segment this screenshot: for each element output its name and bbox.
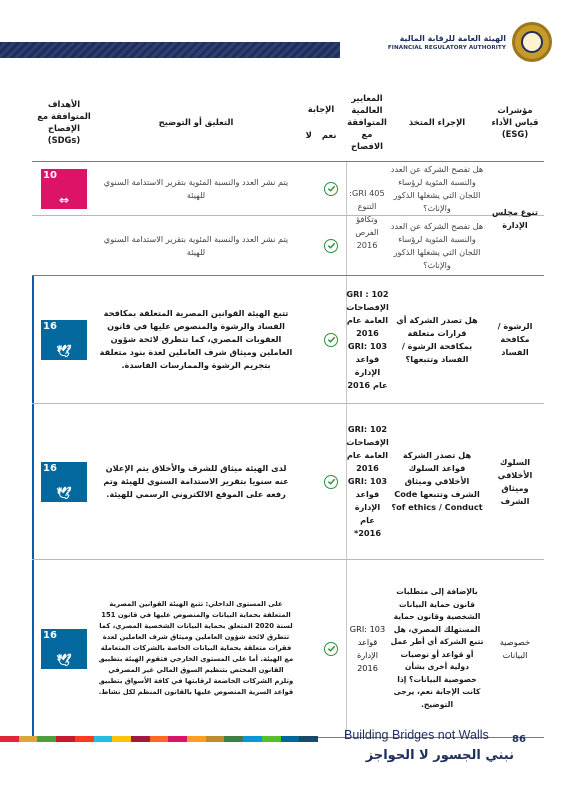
check-icon [324,642,338,656]
sdg-color-stripes [0,736,318,742]
sdg-16-icon: 16 🕊 [41,629,87,669]
table-row [32,162,544,216]
action-cell: هل تفصح الشركة عن العدد والنسبة المئوية لرؤساء اللجان التي يشغلها الذكور والإناث؟ [390,220,484,270]
table-header-row [32,82,544,162]
comment-cell: يتم نشر العدد والنسبة المئوية بتقرير الاستدامة السنوي للهيئة [103,233,289,257]
esg-disclosure-table [32,82,544,738]
org-name-ar: الهيئة العامة للرقابة المالية [399,33,506,43]
org-logo [388,22,552,62]
stripe-segment [168,736,187,742]
stripe-segment [206,736,225,742]
sdg-16-icon: 16 🕊 [41,320,87,360]
header-comment: التعليق أو التوضيح [158,116,234,127]
comment-cell: تتبع الهيئة القوانين المصرية المتعلقة بمكافحة الفساد والرشوة والمنصوص عليها في قانون العقوبات المصري، كما تتطرق لائحة شؤون العاملين وميثاق شرف العاملين لعدة بنود متعلقة بتجريم الرشوة والممارسات الفاسدة. [99,308,293,370]
table-row [32,216,544,276]
header-action: الإجراء المتخذ [408,116,466,127]
action-cell: بالإضافة إلى متطلبات قانون حماية البيانات الشخصية وقانون حماية المستهلك المصري، هل تتبع الشركة أي أطر عمل أو قواعد أو توصيات دولية أخرى بشأن خصوصية البيانات؟ إذا كانت الإجابة نعم، يرجى التوضيح. [390,587,484,709]
check-icon [324,239,338,253]
standards-cell: GRI: 102 الإفصاحات العامة عام 2016 GRI: 103 قواعد الإدارة عام 2016* [346,404,388,559]
answer-no-cell [296,276,316,403]
header-standards: المعايير العالمية المتوافقة مع الافصاح [347,92,387,151]
esg-cell: خصوصية البيانات [499,636,531,660]
footer-slogan-en: Building Bridges not Walls [344,728,489,742]
stripe-segment [75,736,94,742]
stripe-segment [37,736,56,742]
stripe-segment [94,736,113,742]
stripe-segment [262,736,281,742]
stripe-segment [19,736,38,742]
stripe-segment [56,736,75,742]
answer-yes-cell [316,560,346,737]
header-stripe [0,42,340,58]
answer-no-cell [296,560,316,737]
esg-cell: الرشوة / مكافحة الفساد [497,321,533,357]
action-cell: هل تصدر الشركة أي قرارات متعلقة بمكافحة الرشوة / الفساد وتتبعها؟ [396,314,478,364]
check-icon [324,475,338,489]
stripe-segment [150,736,169,742]
answer-yes-cell [316,216,346,275]
answer-yes-cell [316,276,346,403]
answer-yes-cell [316,404,346,559]
header-answer-group [296,82,346,161]
esg-board-diversity: تنوع مجلس الإدارة [492,207,538,230]
answer-no-cell [296,162,316,215]
sdg-16-icon: 16 🕊 [41,462,87,502]
sdg-cell [32,216,96,275]
action-cell: هل تصدر الشركة قواعد السلوك الأخلاقي وميثاق الشرف وتتبعها Code of ethics / Conduct؟ [391,450,483,512]
footer-slogan-ar: نبني الجسور لا الحواجز [365,748,514,763]
header-no: لا [305,129,312,140]
answer-no-cell [296,404,316,559]
action-cell: هل تفصح الشركة عن العدد والنسبة المئوية لرؤساء اللجان التي يشغلها الذكور والإناث؟ [390,163,484,213]
stripe-segment [299,736,318,742]
stripe-segment [243,736,262,742]
sdg-cell [32,560,96,737]
answer-yes-cell [316,162,346,215]
header-esg: مؤشرات قياس الأداء (ESG) [491,104,539,139]
table-row [32,560,544,738]
sdg-cell [32,276,96,403]
stripe-segment [0,736,19,742]
header-yes: نعم [321,129,337,140]
standards-gri-405: GRI 405: التنوع وتكافؤ الفرص 2016 [349,187,385,250]
stripe-segment [224,736,243,742]
header-sdgs: الأهداف المتوافقة مع الإفصاح (SDGs) [37,98,91,145]
esg-cell: السلوك الأخلاقي وميثاق الشرف [497,456,533,506]
comment-cell: يتم نشر العدد والنسبة المئوية بتقرير الاستدامة السنوي للهيئة [103,176,289,200]
check-icon [324,182,338,196]
comment-cell: لدى الهيئة ميثاق للشرف والأخلاق يتم الإعلان عنه سنويا بتقرير الاستدامة السنوي للهيئة وتم رفعه على الموقع الالكتروني الرسمي للهيئة. [103,463,289,499]
sdg-cell [32,404,96,559]
check-icon [324,333,338,347]
answer-no-cell [296,216,316,275]
sdg-10-icon: 10 ⇔ [41,169,87,209]
table-row [32,276,544,404]
sdg-cell [32,162,96,215]
page-number: 86 [512,734,526,745]
emblem-icon [512,22,552,62]
comment-cell: على المستوى الداخلي: تتبع الهيئة القوانين المصرية المتعلقة بحماية البيانات والمنصوص عليها في قانون 151 لسنة 2020 المتعلق بحماية البيانات الشخصية المصري، كما تتطرق لائحة شؤون العاملين وميثاق شرف العاملين لعدة فقرات متعلقة بحماية البيانات الخاصة بالشركات المتعاملة مع الهيئة. أما على المستوى الخارجي فتقوم الهيئة بتطبيق القانون المختص بتنظيم السوق المالي غير المصرفي وتلزم الشركات الخاضعة لرقابتها في كافة الأسواق بتطبيق قواعد السرية المنصوص عليها بالقانون المنظم لكل نشاط. [98,600,294,696]
stripe-segment [131,736,150,742]
table-row [32,404,544,560]
standards-cell: GRI: 103 قواعد الإدارة 2016 [346,560,388,737]
stripe-segment [112,736,131,742]
header-answer: الإجابة [307,103,335,114]
stripe-segment [187,736,206,742]
stripe-segment [281,736,300,742]
org-name-en: FINANCIAL REGULATORY AUTHORITY [387,44,506,51]
standards-cell: GRI : 102 الإفصاحات العامة عام 2016 GRI: 103 قواعد الإدارة عام 2016 [346,276,388,403]
